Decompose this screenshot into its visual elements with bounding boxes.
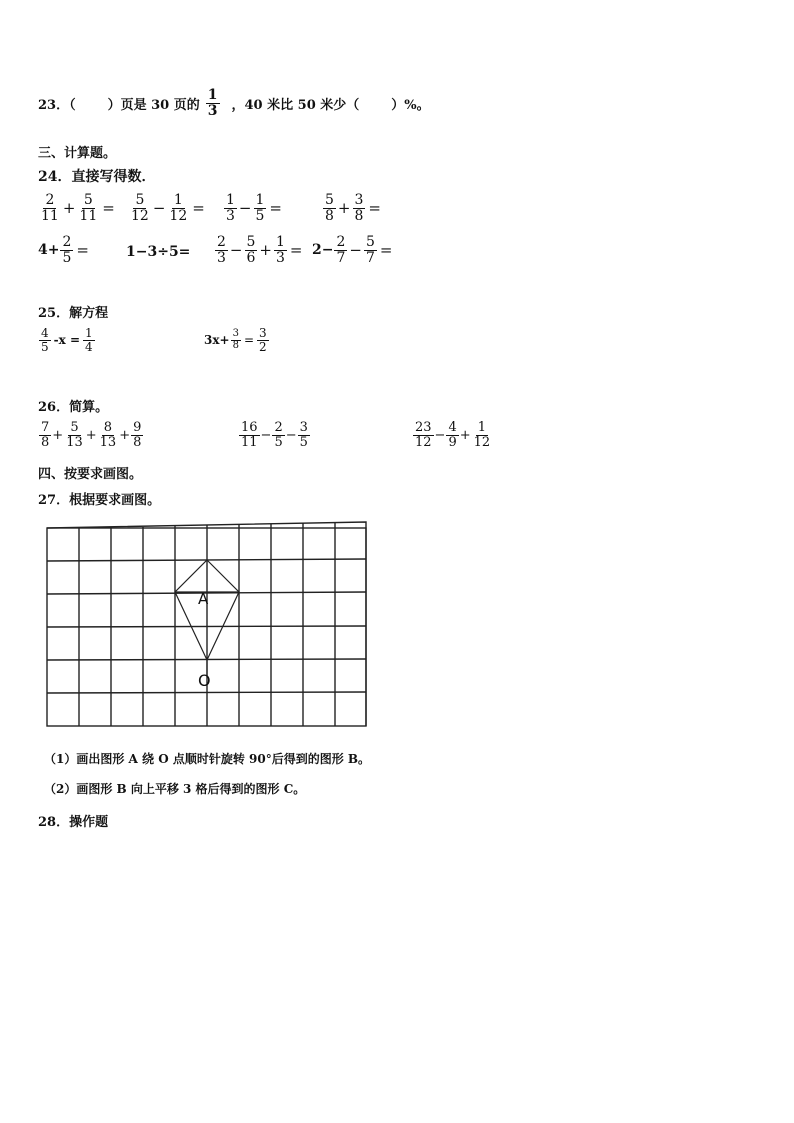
q23-text-1: ）页是 30 页的: [107, 97, 200, 113]
q25-equation-2: 3x+ $\frac{3}{8}$ = $\frac{3}{2}$: [204, 326, 267, 354]
q23-num: 23．（: [38, 97, 76, 113]
q26-expr-1: $\frac{7}{8}$ + $\frac{5}{13}$ + $\frac{8}{13}$ + $\frac{9}{8}$: [41, 420, 142, 450]
q24-expr-4: $\frac{5}{8}$ + $\frac{3}{8}$ =: [325, 192, 381, 224]
q25-equation-1: $\frac{4}{5}$ -x = $\frac{1}{4}$: [41, 326, 93, 354]
q24-expr-8: 2− $\frac{2}{7}$ − $\frac{5}{7}$ =: [312, 234, 393, 266]
q24-expr-2: $\frac{5}{12}$ − $\frac{1}{12}$ =: [131, 192, 205, 224]
q28-title: 28．操作题: [38, 815, 109, 830]
q24-expr-5: 4+ $\frac{2}{5}$ =: [38, 234, 89, 266]
fraction-denominator: 3: [207, 102, 218, 119]
q23-fraction: [206, 88, 220, 118]
q26-expr-2: $\frac{16}{11}$ − $\frac{2}{5}$ − $\frac{3}{5}$: [241, 420, 308, 450]
q26-expr-3: $\frac{23}{12}$ − $\frac{4}{9}$ + $\frac{1}{12}$: [415, 420, 491, 450]
q24-expr-6: 1−3÷5=: [126, 244, 191, 260]
q24-expr-7: $\frac{2}{3}$ − $\frac{5}{6}$ + $\frac{1}{3}$ =: [217, 234, 303, 266]
q24-title: 24．直接写得数．: [38, 169, 156, 185]
q27-task-2: （2）画图形 B 向上平移 3 格后得到的图形 C。: [44, 782, 306, 796]
q23-text-2: ，40 米比 50 米少（: [231, 97, 360, 113]
drawing-grid[interactable]: [44, 520, 374, 730]
fraction-numerator: 1: [207, 87, 218, 103]
q24-expr-1: $\frac{2}{11}$ + $\frac{5}{11}$ =: [41, 192, 115, 224]
q26-title: 26．简算。: [38, 400, 109, 415]
q23-line: [38, 88, 430, 118]
q23-text-3: ）%。: [391, 97, 430, 113]
section-3-heading: 三、计算题。: [38, 146, 117, 161]
q27-task-1: （1）画出图形 A 绕 O 点顺时针旋转 90°后得到的图形 B。: [44, 752, 371, 766]
label-a: A: [198, 590, 209, 608]
q24-row-2: [38, 235, 398, 275]
q27-title: 27．根据要求画图。: [38, 493, 161, 508]
q24-expr-3: $\frac{1}{3}$ − $\frac{1}{5}$ =: [226, 192, 282, 224]
q25-title: 25．解方程: [38, 306, 109, 321]
q24-row-1: [38, 193, 398, 233]
label-o: O: [198, 671, 211, 690]
section-4-heading: 四、按要求画图。: [38, 467, 143, 482]
